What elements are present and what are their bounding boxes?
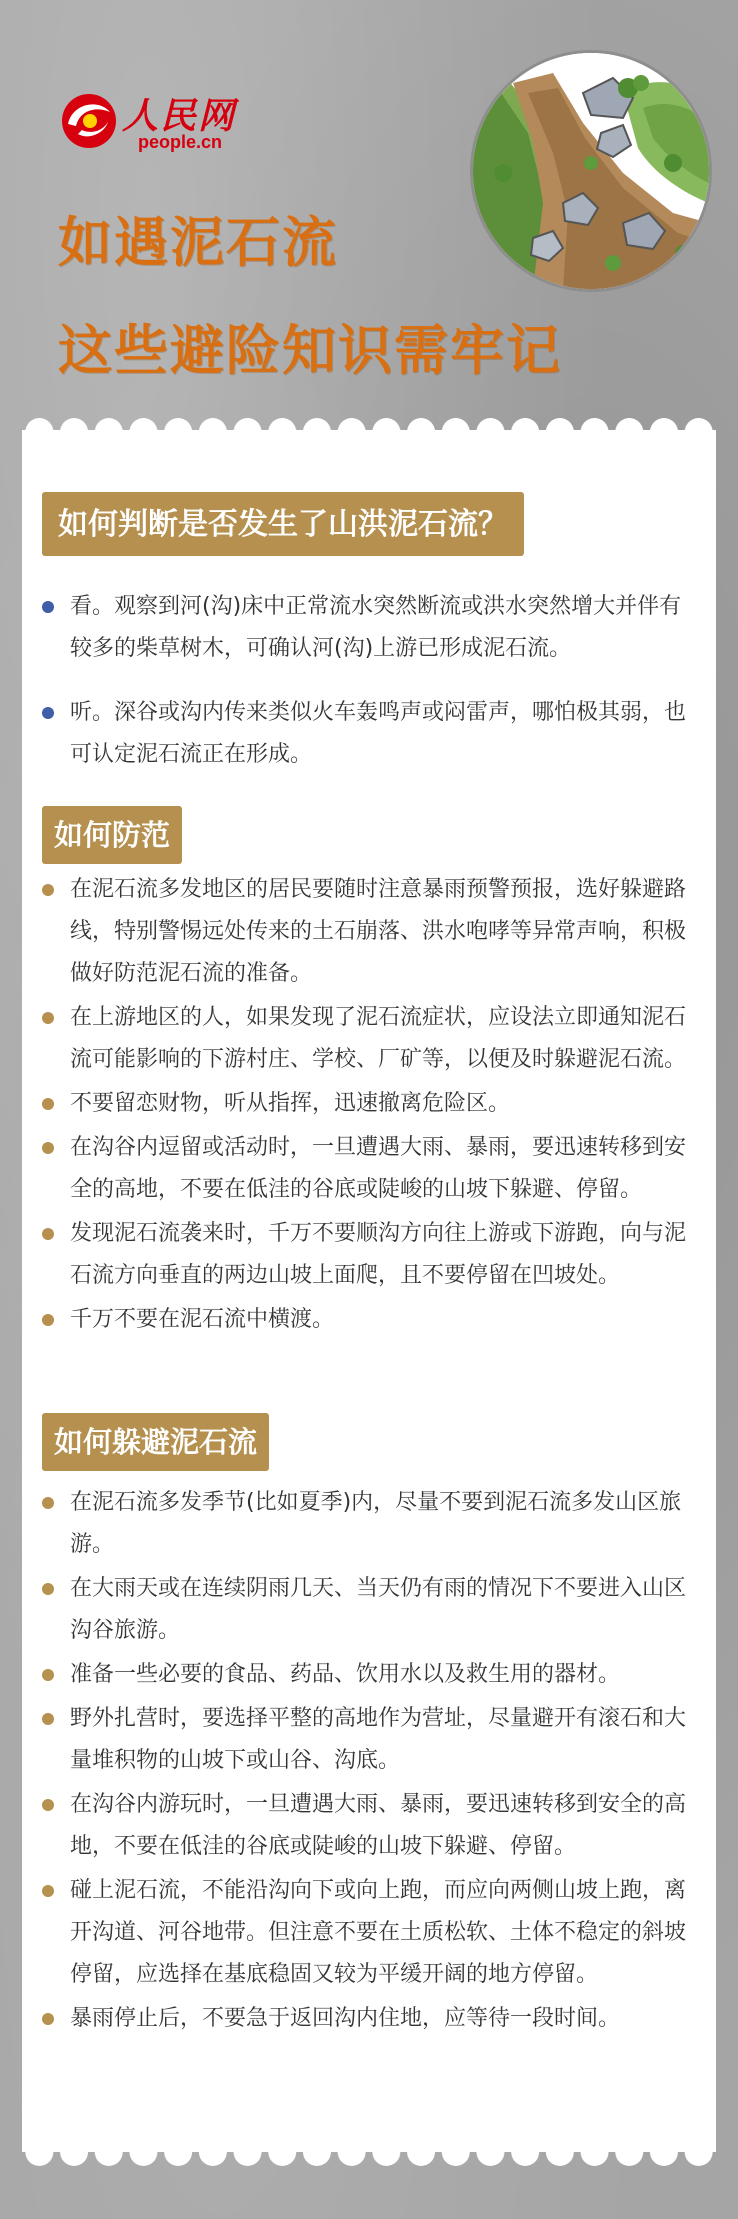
list-item-text: 碰上泥石流，不能沿沟向下或向上跑，而应向两侧山坡上跑，离开沟道、河谷地带。但注意不要在土质松软、土体不稳定的斜坡停留，应选择在基底稳固又较为平缓开阔的地方停留。 (70, 1878, 687, 1987)
section-list-avoid (42, 1482, 692, 2042)
card-scalloped-bottom-edge (22, 2138, 716, 2166)
list-item-text: 在上游地区的人，如果发现了泥石流症状，应设法立即通知泥石流可能影响的下游村庄、学校、厂矿等，以便及时躲避泥石流。 (70, 1005, 687, 1072)
bullet-dot-icon (42, 1228, 54, 1240)
bullet-dot-icon (42, 1885, 54, 1897)
list-item (42, 869, 692, 995)
list-item (42, 1083, 692, 1125)
list-item-text: 准备一些必要的食品、药品、饮用水以及救生用的器材。 (70, 1662, 621, 1687)
list-item (42, 997, 692, 1081)
page-title-line-1: 如遇泥石流 (58, 211, 338, 274)
list-item-text: 在泥石流多发季节(比如夏季)内，尽量不要到泥石流多发山区旅游。 (70, 1490, 682, 1557)
list-item-text: 不要留恋财物，听从指挥，迅速撤离危险区。 (70, 1091, 511, 1116)
logo-text-cn: 人民网 (122, 95, 237, 137)
bullet-dot-icon (42, 884, 54, 896)
bullet-dot-icon (42, 1497, 54, 1509)
section-heading-prevent: 如何防范 (42, 806, 182, 864)
bullet-dot-icon (42, 1583, 54, 1595)
people-cn-logo[interactable] (58, 88, 258, 158)
list-item (42, 1213, 692, 1297)
mudslide-illustration (470, 50, 712, 292)
list-item (42, 1784, 692, 1868)
page-title-line-2: 这些避险知识需牢记 (58, 319, 562, 382)
list-item-text: 野外扎营时，要选择平整的高地作为营址，尽量避开有滚石和大量堆积物的山坡下或山谷、沟底。 (70, 1706, 687, 1773)
list-item (42, 586, 692, 670)
bullet-dot-icon (42, 1142, 54, 1154)
section-list-prevent (42, 869, 692, 1343)
mudslide-scene-icon (473, 53, 709, 289)
logo-text-en: people.cn (138, 132, 223, 152)
list-item-text: 在大雨天或在连续阴雨几天、当天仍有雨的情况下不要进入山区沟谷旅游。 (70, 1576, 687, 1643)
list-item-text: 千万不要在泥石流中横渡。 (70, 1307, 335, 1332)
list-item (42, 692, 692, 776)
people-logo-swirl-icon (58, 90, 120, 152)
list-item-text: 发现泥石流袭来时，千万不要顺沟方向往上游或下游跑，向与泥石流方向垂直的两边山坡上面爬，且不要停留在凹坡处。 (70, 1221, 687, 1288)
section-heading-judge: 如何判断是否发生了山洪泥石流？ (42, 492, 524, 556)
list-item (42, 1698, 692, 1782)
list-item (42, 1482, 692, 1566)
list-item (42, 1299, 692, 1341)
list-item-text: 听。深谷或沟内传来类似火车轰鸣声或闷雷声，哪怕极其弱，也可认定泥石流正在形成。 (70, 700, 687, 767)
list-item-text: 看。观察到河(沟)床中正常流水突然断流或洪水突然增大并伴有较多的柴草树木，可确认河(沟)上游已形成泥石流。 (70, 594, 682, 661)
list-item (42, 1127, 692, 1211)
list-item-text: 暴雨停止后，不要急于返回沟内住地，应等待一段时间。 (70, 2006, 621, 2031)
list-item (42, 1654, 692, 1696)
list-item (42, 1998, 692, 2040)
bullet-dot-icon (42, 1713, 54, 1725)
header (0, 0, 738, 430)
section-list-judge (42, 586, 692, 798)
list-item (42, 1568, 692, 1652)
bullet-dot-icon (42, 2013, 54, 2025)
bullet-dot-icon (42, 1098, 54, 1110)
bullet-dot-icon (42, 601, 54, 613)
list-item-text: 在泥石流多发地区的居民要随时注意暴雨预警预报，选好躲避路线，特别警惕远处传来的土石崩落、洪水咆哮等异常声响，积极做好防范泥石流的准备。 (70, 877, 687, 986)
bullet-dot-icon (42, 1799, 54, 1811)
bullet-dot-icon (42, 1314, 54, 1326)
bullet-dot-icon (42, 1669, 54, 1681)
list-item-text: 在沟谷内逗留或活动时，一旦遭遇大雨、暴雨，要迅速转移到安全的高地，不要在低洼的谷底或陡峻的山坡下躲避、停留。 (70, 1135, 687, 1202)
list-item (42, 1870, 692, 1996)
bullet-dot-icon (42, 1012, 54, 1024)
bullet-dot-icon (42, 707, 54, 719)
list-item-text: 在沟谷内游玩时，一旦遭遇大雨、暴雨，要迅速转移到安全的高地，不要在低洼的谷底或陡峻的山坡下躲避、停留。 (70, 1792, 687, 1859)
section-heading-avoid: 如何躲避泥石流 (42, 1413, 269, 1471)
